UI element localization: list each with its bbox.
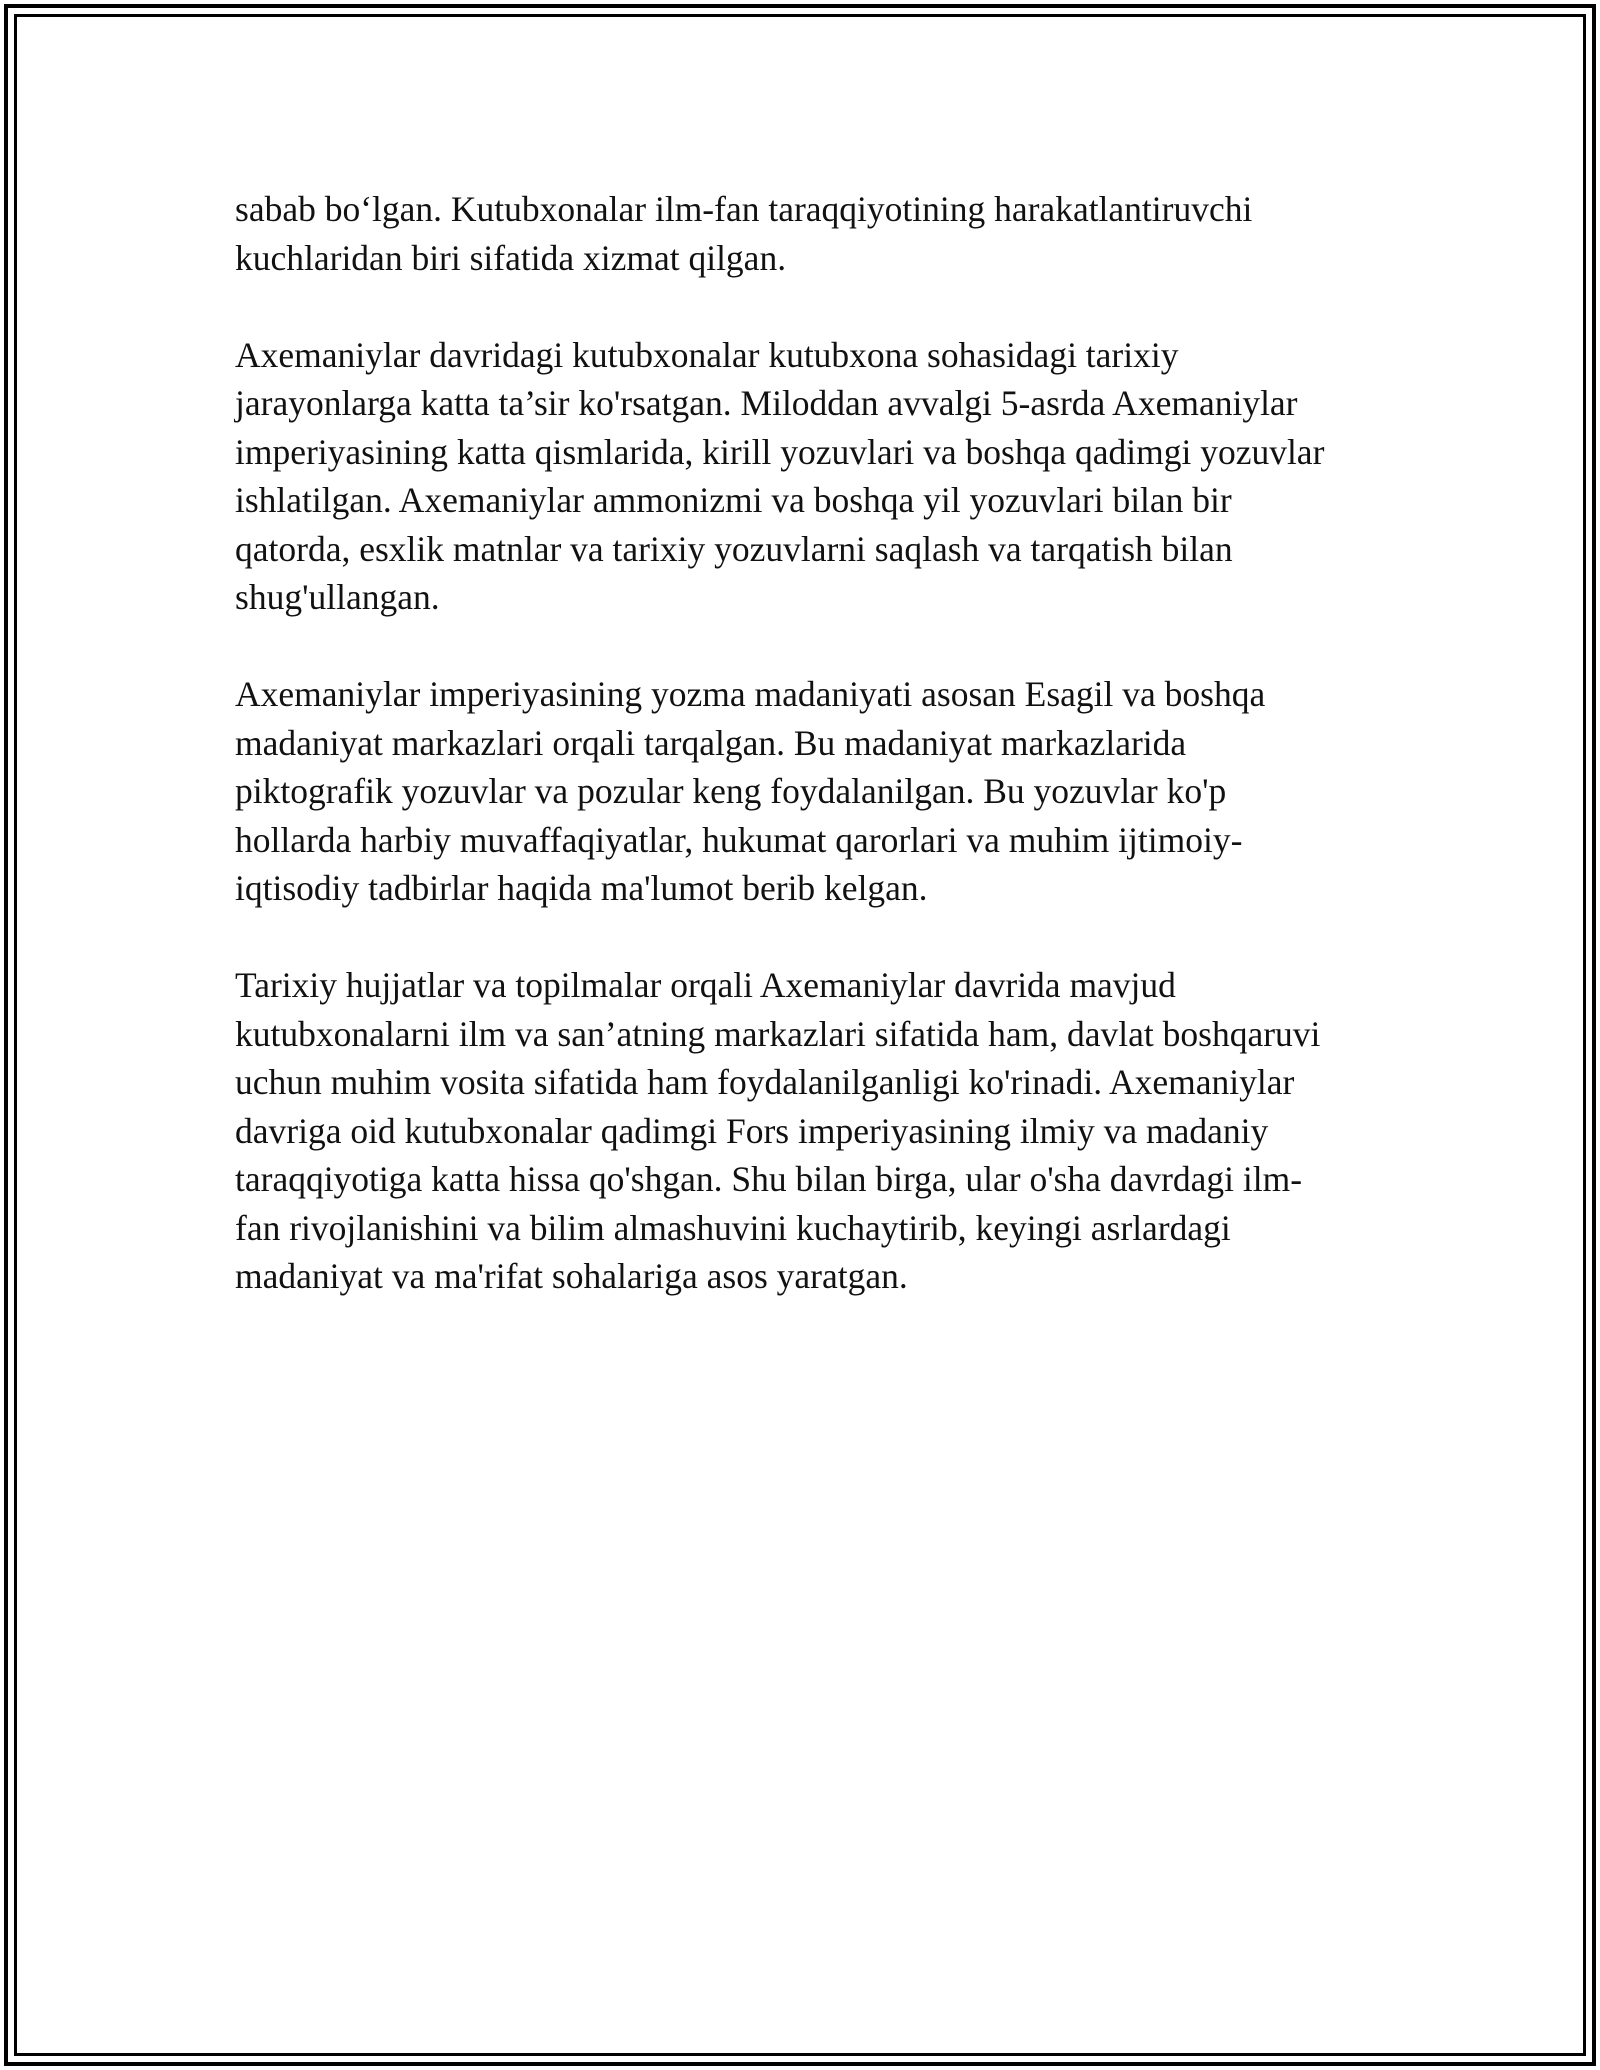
document-body xyxy=(235,185,1385,1349)
paragraph-4: Tarixiy hujjatlar va topilmalar orqali Axemaniylar davrida mavjud kutubxonalarni ilm va san’atning markazlari sifatida ham, davlat boshqaruvi uchun muhim vosita sifatida ham foydalanilganligi ko'rinadi. Axemaniylar davriga oid kutubxonalar qadimgi Fors imperiyasining ilmiy va madaniy taraqqiyotiga katta hissa qo'shgan. Shu bilan birga, ular o'sha davrdagi ilm- fan rivojlanishini va bilim almashuvini kuchaytirib, keyingi asrlardagi madaniyat va ma'rifat sohalariga asos yaratgan. xyxy=(235,965,1321,1296)
paragraph-1: sabab bo‘lgan. Kutubxonalar ilm-fan taraqqiyotining harakatlantiruvchi kuchlaridan biri sifatida xizmat qilgan. xyxy=(235,189,1253,278)
paragraph-2: Axemaniylar davridagi kutubxonalar kutubxona sohasidagi tarixiy jarayonlarga katta ta’sir ko'rsatgan. Miloddan avvalgi 5-asrda Axemaniylar imperiyasining katta qismlarida, kirill yozuvlari va boshqa qadimgi yozuvlar ishlatilgan. Axemaniylar ammonizmi va boshqa yil yozuvlari bilan bir qatorda, esxlik matnlar va tarixiy yozuvlarni saqlash va tarqatish bilan shug'ullangan. xyxy=(235,334,1325,617)
paragraph-3: Axemaniylar imperiyasining yozma madaniyati asosan Esagil va boshqa madaniyat markazlari orqali tarqalgan. Bu madaniyat markazlarida piktografik yozuvlar va pozular keng foydalanilgan. Bu yozuvlar ko'p hollarda harbiy muvaffaqiyatlar, hukumat qarorlari va muhim ijtimoiy- iqtisodiy tadbirlar haqida ma'lumot berib kelgan. xyxy=(235,674,1266,908)
